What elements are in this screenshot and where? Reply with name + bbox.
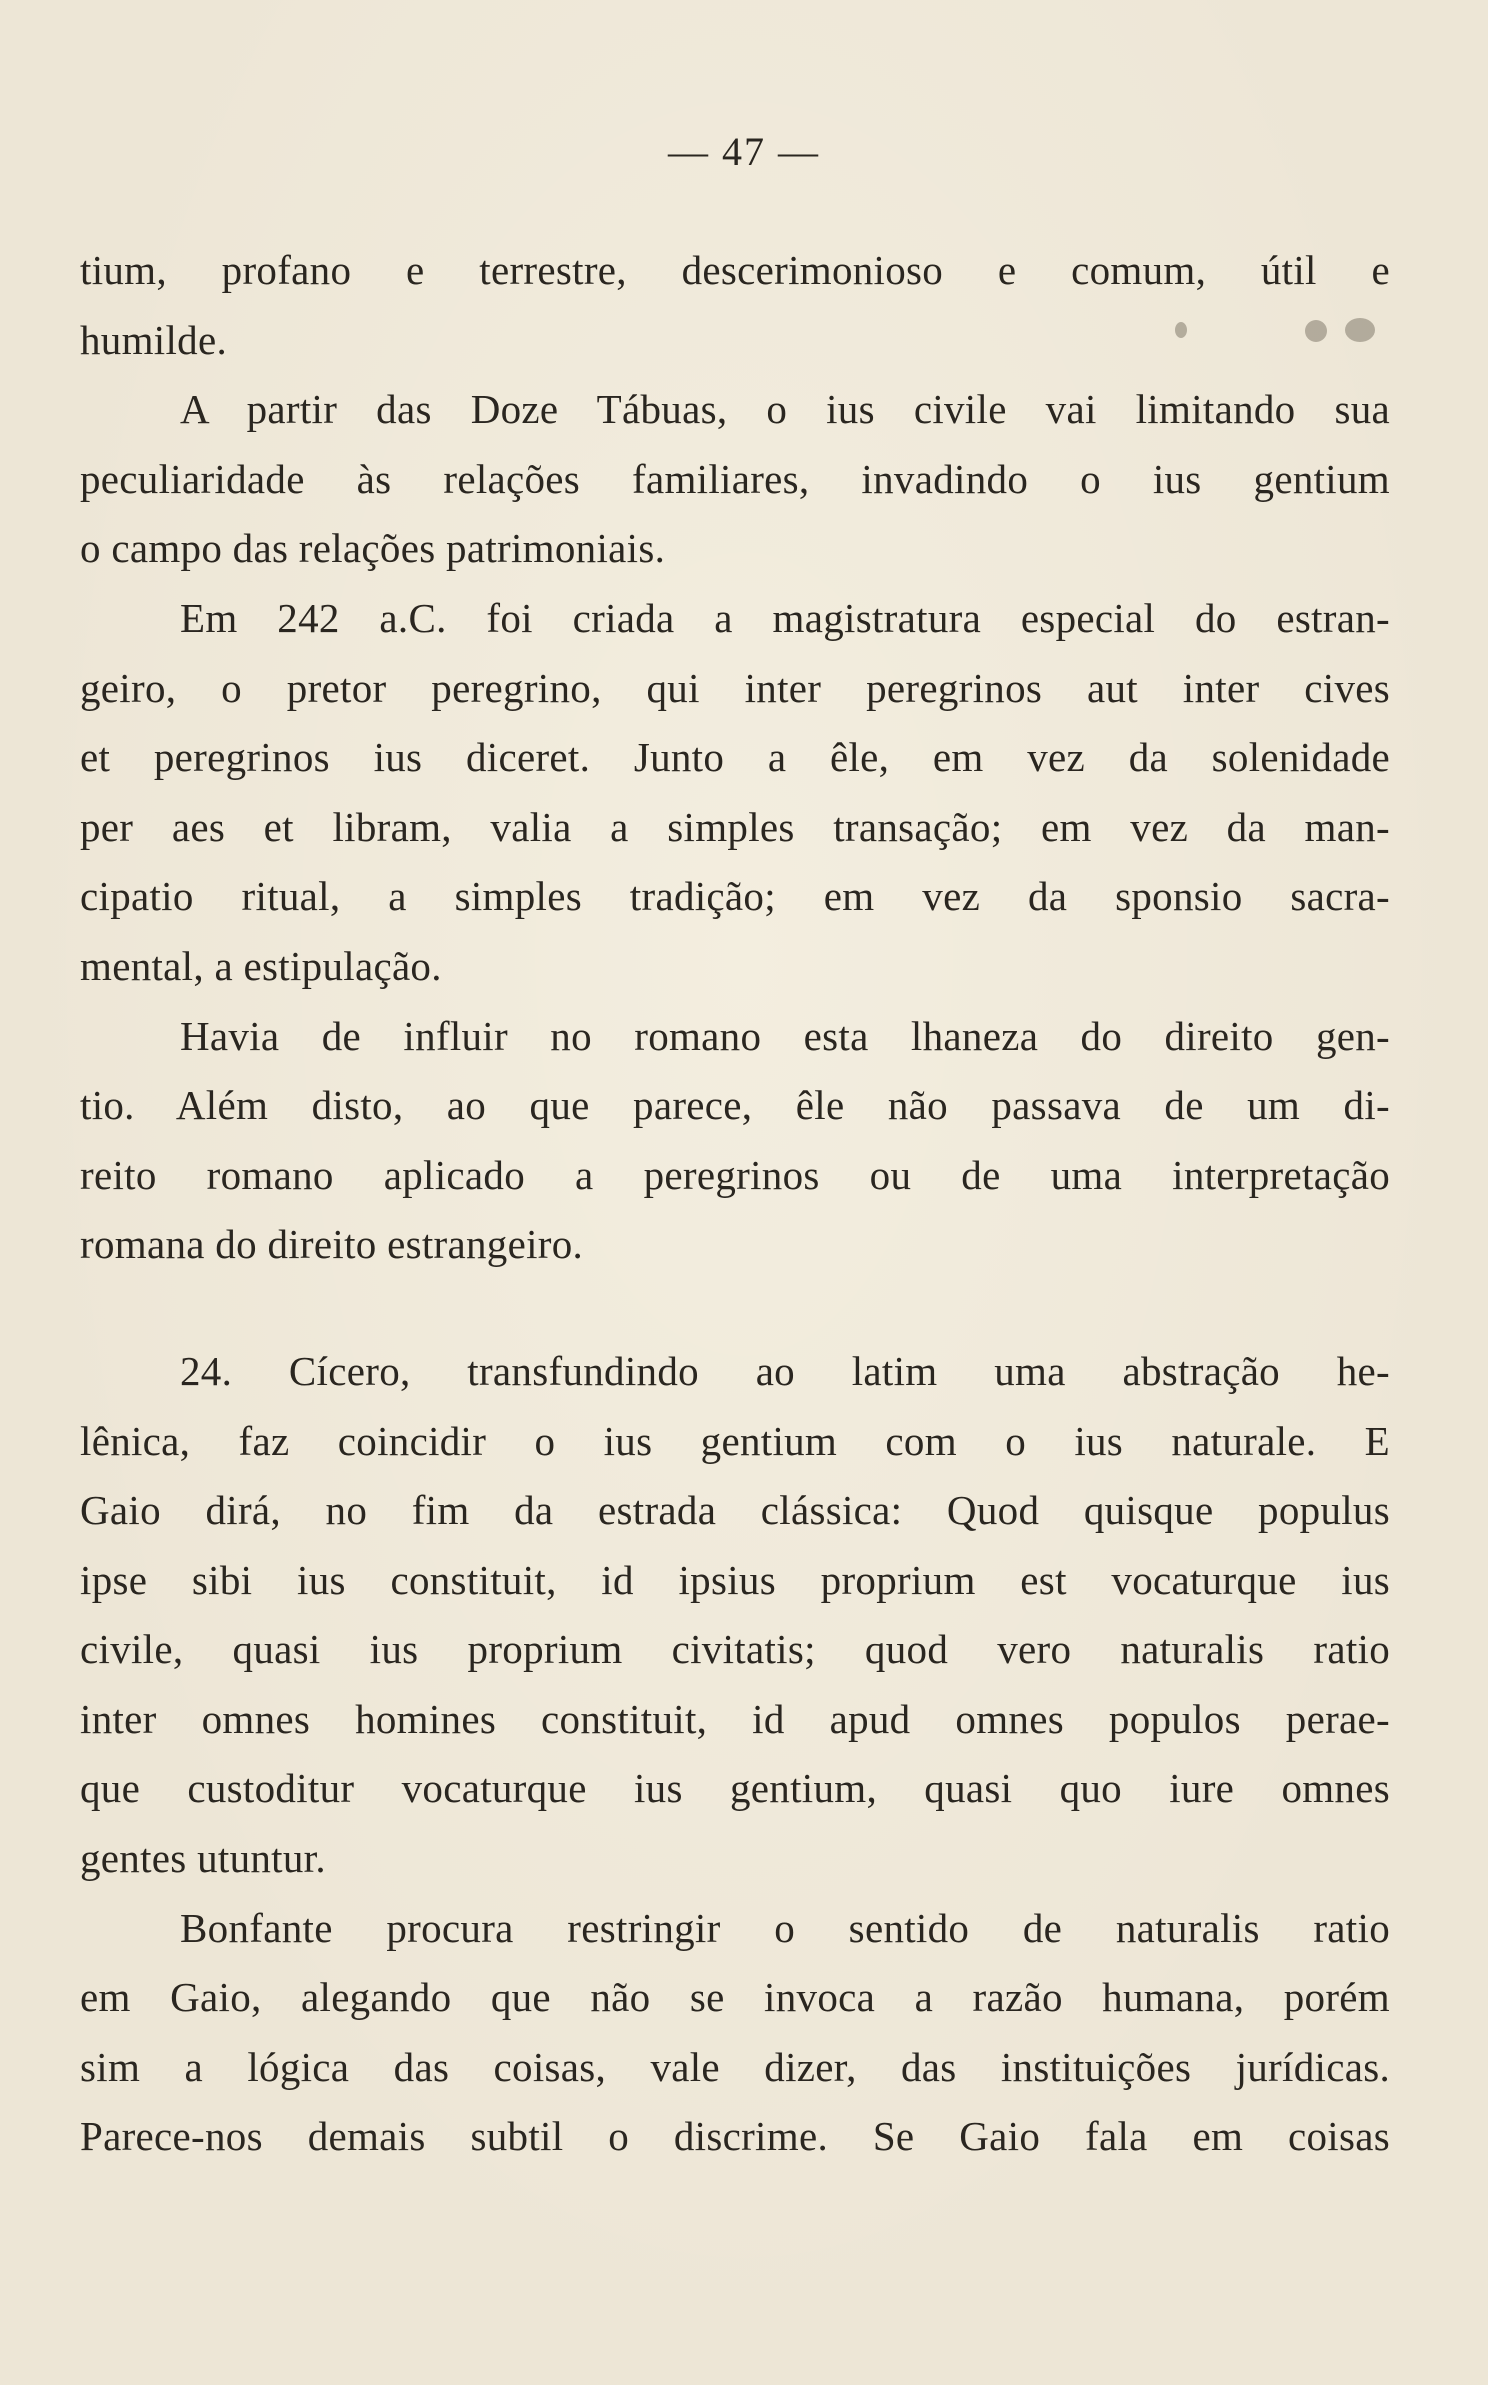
text-line: em Gaio, alegando que não se invoca a razão humana, porém xyxy=(80,1974,1390,2021)
text-line: lênica, faz coincidir o ius gentium com o ius naturale. E xyxy=(80,1417,1390,1464)
text-line: tium, profano e terrestre, descerimonioso e comum, útil e xyxy=(80,247,1390,293)
text-line: mental, a estipulação. xyxy=(80,942,442,989)
text-line: romana do direito estrangeiro. xyxy=(80,1221,584,1268)
body-text xyxy=(80,236,1390,2172)
text-line: peculiaridade às relações familiares, invadindo o ius gentium xyxy=(80,455,1390,502)
text-line: civile, quasi ius proprium civitatis; quod vero naturalis ratio xyxy=(80,1626,1390,1673)
text-line: Havia de influir no romano esta lhaneza do direito gen- xyxy=(180,1012,1390,1059)
text-line: Em 242 a.C. foi criada a magistratura especial do estran- xyxy=(180,594,1390,641)
text-line: humilde. xyxy=(80,316,228,363)
text-line: A partir das Doze Tábuas, o ius civile vai limitando sua xyxy=(180,386,1390,433)
print-speck xyxy=(1175,322,1187,338)
text-line: que custoditur vocaturque ius gentium, quasi quo iure omnes xyxy=(80,1765,1390,1812)
text-line: cipatio ritual, a simples tradição; em vez da sponsio sacra- xyxy=(80,873,1390,920)
text-line: gentes utuntur. xyxy=(80,1835,326,1882)
text-line: o campo das relações patrimoniais. xyxy=(80,525,666,572)
text-line: inter omnes homines constituit, id apud omnes populos perae- xyxy=(80,1695,1390,1742)
page-number: — 47 — xyxy=(668,129,820,174)
text-line: geiro, o pretor peregrino, qui inter peregrinos aut inter cives xyxy=(80,664,1390,711)
text-line: Parece-nos demais subtil o discrime. Se Gaio fala em coisas xyxy=(80,2113,1390,2160)
text-line: ipse sibi ius constituit, id ipsius proprium est vocaturque ius xyxy=(80,1556,1390,1603)
print-speck xyxy=(1345,318,1375,342)
text-line: reito romano aplicado a peregrinos ou de uma interpretação xyxy=(80,1151,1390,1198)
print-speck xyxy=(1305,320,1327,342)
text-line: per aes et libram, valia a simples transação; em vez da man- xyxy=(80,803,1390,850)
text-line: et peregrinos ius diceret. Junto a êle, em vez da solenidade xyxy=(80,734,1390,781)
text-line: tio. Além disto, ao que parece, êle não passava de um di- xyxy=(80,1082,1390,1129)
text-line: sim a lógica das coisas, vale dizer, das instituições jurídicas. xyxy=(80,2043,1390,2090)
text-line: 24. Cícero, transfundindo ao latim uma abstração he- xyxy=(180,1347,1390,1394)
text-line: Gaio dirá, no fim da estrada clássica: Quod quisque populus xyxy=(80,1487,1390,1534)
text-line: Bonfante procura restringir o sentido de naturalis ratio xyxy=(180,1904,1390,1951)
